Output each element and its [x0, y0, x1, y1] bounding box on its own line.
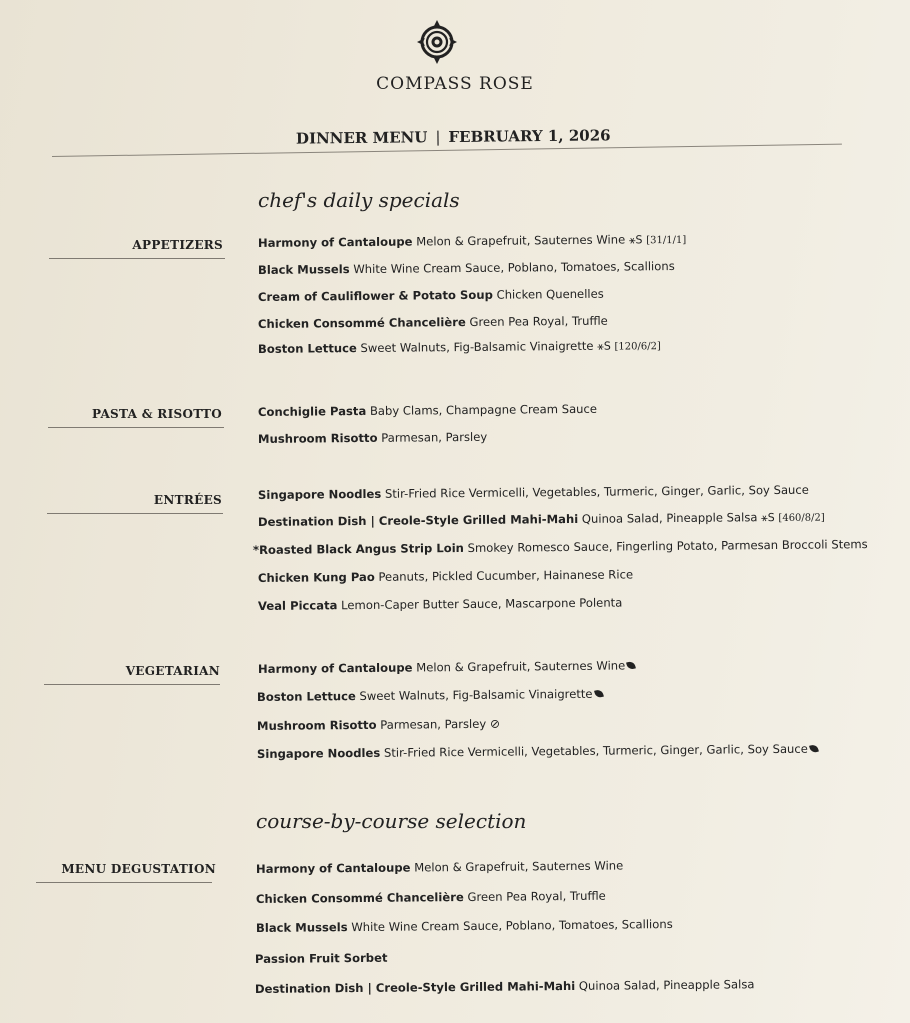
- category-divider: [49, 258, 225, 259]
- menu-item: [258, 430, 487, 446]
- leaf-icon: [809, 744, 819, 754]
- dish-description: Quinoa Salad, Pineapple Salsa: [575, 977, 755, 993]
- nutrition-info: [460/8/2]: [778, 512, 825, 525]
- category-menu-degustation: MENU DEGUSTATION: [61, 862, 216, 876]
- dish-description: White Wine Cream Sauce, Poblano, Tomatoes, Scallions: [349, 259, 675, 277]
- dish-name: Boston Lettuce: [256, 689, 356, 704]
- dish-description: Parmesan, Parsley: [376, 716, 487, 732]
- category-divider: [36, 882, 212, 883]
- brand-name: COMPASS ROSE: [376, 74, 534, 94]
- dish-name: Mushroom Risotto: [257, 430, 378, 446]
- dish-description: Chicken Quenelles: [492, 286, 604, 302]
- menu-item: [256, 917, 673, 935]
- dish-description: Melon & Grapefruit, Sauternes Wine: [412, 658, 626, 675]
- dish-name: Cream of Cauliflower & Potato Soup: [257, 287, 493, 304]
- course-selection-title: course-by-course selection: [256, 809, 527, 833]
- dish-name: *Roasted Black Angus Strip Loin: [252, 540, 464, 557]
- dish-description: Sweet Walnuts, Fig-Balsamic Vinaigrette: [355, 686, 593, 704]
- dish-description: Green Pea Royal, Truffle: [463, 888, 606, 905]
- menu-item: [258, 232, 686, 251]
- menu-type: DINNER MENU: [295, 128, 428, 148]
- dish-name: Singapore Noodles: [257, 486, 382, 502]
- sustainable-icon: ⚹S: [761, 511, 775, 525]
- menu-item: [258, 567, 633, 585]
- category-divider: [44, 684, 220, 685]
- dish-description: Quinoa Salad, Pineapple Salsa: [578, 510, 762, 526]
- menu-item: [258, 259, 675, 277]
- menu-item: [257, 717, 500, 733]
- dish-description: Lemon-Caper Butter Sauce, Mascarpone Polenta: [337, 595, 623, 613]
- menu-item: [258, 314, 608, 331]
- dish-name: Black Mussels: [257, 262, 350, 277]
- menu-item: [258, 483, 809, 502]
- header-separator: |: [435, 128, 441, 147]
- dish-name: Chicken Consommé Chancelière: [257, 315, 466, 331]
- menu-item: [257, 687, 603, 704]
- sustainable-icon: ⚹S: [597, 339, 611, 353]
- dish-description: Stir-Fried Rice Vermicelli, Vegetables, Turmeric, Ginger, Garlic, Soy Sauce: [380, 741, 808, 760]
- dish-name: Mushroom Risotto: [256, 717, 377, 733]
- menu-item: [257, 742, 818, 761]
- menu-date: FEBRUARY 1, 2026: [448, 126, 611, 147]
- category-appetizers: APPETIZERS: [132, 238, 223, 252]
- menu-header: [296, 126, 611, 147]
- menu-item: [256, 858, 623, 876]
- dish-name: Boston Lettuce: [257, 341, 357, 356]
- dish-name: Passion Fruit Sorbet: [254, 950, 388, 966]
- sustainable-icon: ⚹S: [628, 233, 643, 247]
- leaf-icon: [626, 660, 636, 670]
- menu-item: [258, 510, 825, 530]
- nutrition-info: [120/6/2]: [614, 341, 661, 353]
- dish-description: Baby Clams, Champagne Cream Sauce: [366, 401, 598, 418]
- menu-item: [256, 889, 606, 906]
- dish-description: Smokey Romesco Sauce, Fingerling Potato, Parmesan Broccoli Stems: [463, 537, 868, 555]
- leaf-icon: [594, 689, 604, 699]
- dish-name: Veal Piccata: [257, 598, 338, 613]
- menu-item: [253, 537, 868, 557]
- dish-description: Stir-Fried Rice Vermicelli, Vegetables, Turmeric, Ginger, Garlic, Soy Sauce: [381, 482, 809, 501]
- menu-item: [258, 402, 597, 419]
- dish-name: Harmony of Cantaloupe: [255, 860, 411, 876]
- category-vegetarian: VEGETARIAN: [125, 664, 220, 678]
- dish-description: Parmesan, Parsley: [377, 429, 488, 445]
- dish-name: Harmony of Cantaloupe: [257, 234, 413, 250]
- menu-item: [258, 338, 661, 357]
- dish-name: Harmony of Cantaloupe: [257, 660, 413, 676]
- dish-description: Melon & Grapefruit, Sauternes Wine: [410, 858, 624, 875]
- dish-name: Conchiglie Pasta: [257, 403, 367, 419]
- category-divider: [47, 513, 223, 514]
- no-leaf-icon: ⊘: [489, 716, 501, 731]
- menu-item: [258, 596, 622, 613]
- category-pasta-risotto: PASTA & RISOTTO: [92, 407, 222, 421]
- menu-item: [255, 951, 388, 966]
- nutrition-info: [31/1/1]: [646, 234, 687, 247]
- category-divider: [48, 427, 224, 428]
- category-entrees: ENTRÉES: [153, 493, 222, 507]
- menu-item: [255, 977, 755, 996]
- dish-name: Black Mussels: [255, 920, 348, 935]
- specials-title: chef's daily specials: [258, 188, 460, 212]
- dish-description: White Wine Cream Sauce, Poblano, Tomatoes, Scallions: [347, 917, 673, 935]
- dish-description: Melon & Grapefruit, Sauternes Wine: [412, 232, 629, 249]
- dish-description: Sweet Walnuts, Fig-Balsamic Vinaigrette: [356, 338, 598, 356]
- dish-description: Peanuts, Pickled Cucumber, Hainanese Rice: [374, 567, 634, 584]
- dish-name: Destination Dish | Creole-Style Grilled Mahi-Mahi: [254, 978, 576, 996]
- dish-name: Chicken Consommé Chancelière: [255, 890, 464, 906]
- dish-name: Chicken Kung Pao: [257, 569, 375, 585]
- menu-item: [258, 658, 635, 676]
- compass-rose-logo: [415, 18, 459, 66]
- dish-description: Green Pea Royal, Truffle: [465, 313, 608, 330]
- menu-item: [258, 287, 604, 304]
- dish-name: Destination Dish | Creole-Style Grilled Mahi-Mahi: [257, 511, 579, 529]
- dish-name: Singapore Noodles: [256, 745, 381, 761]
